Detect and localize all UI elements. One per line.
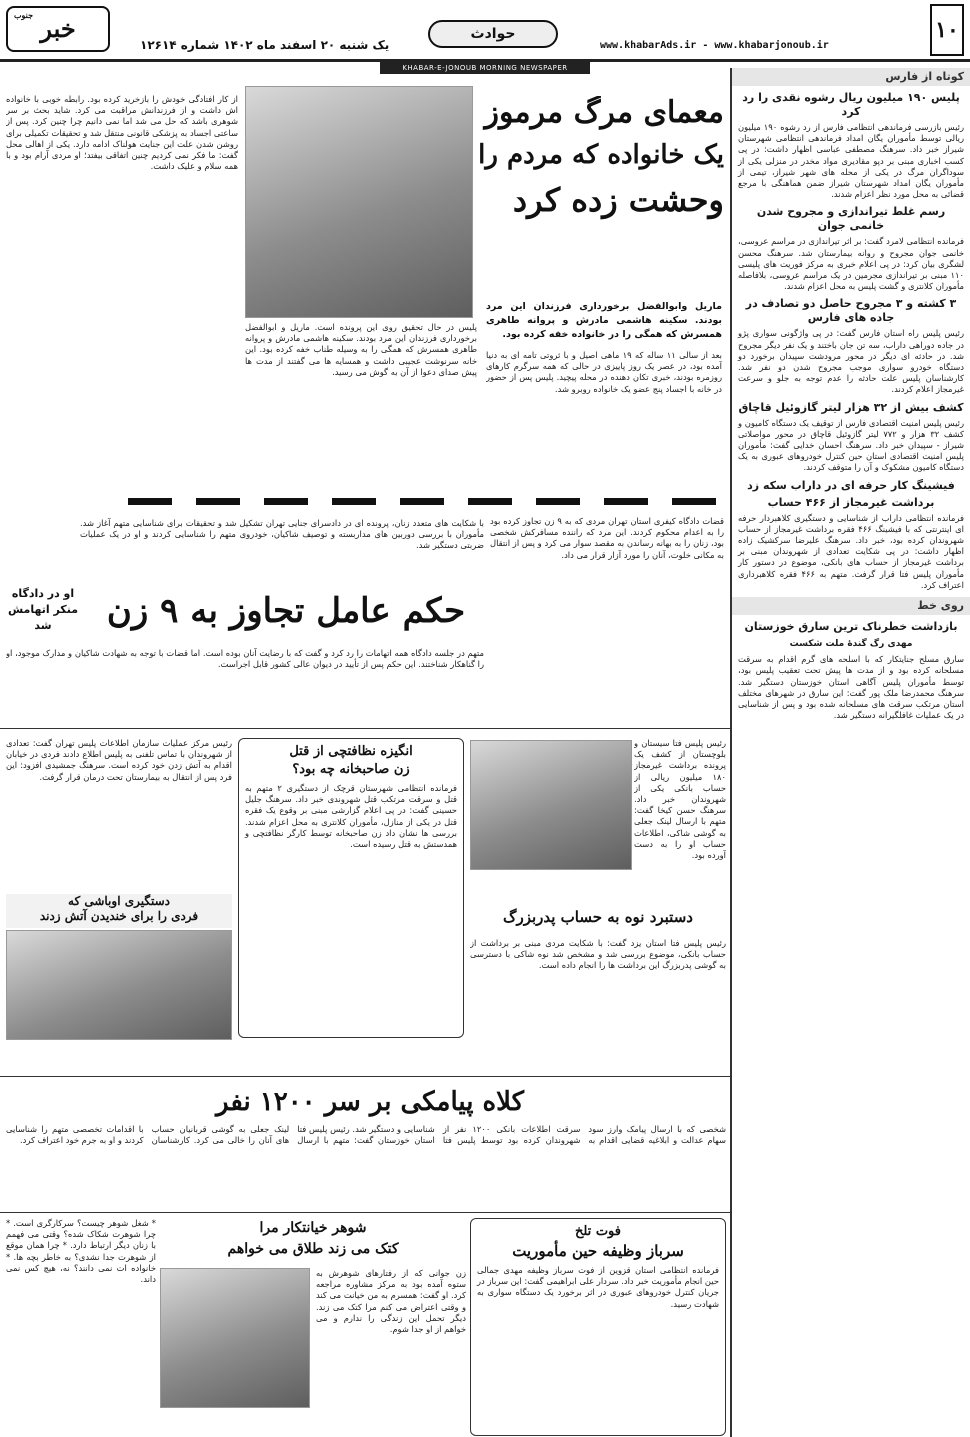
divider [0, 1212, 730, 1213]
story-lead: ماریل وابوالفضل برخورداری فرزندان این مرد بودند. سکینه هاشمی مادرش و پروانه طاهری همسرش که همگی را در خانواده خفه کرده بود. [486, 301, 722, 340]
box-title: فوت تلخ [574, 1224, 621, 1239]
story-headline: کلاه پیامکی بر سر ۱۲۰۰ نفر [215, 1087, 525, 1117]
box-title: زن صاحبخانه چه بود؟ [292, 762, 410, 777]
story-body: قضات دادگاه کیفری استان تهران مردی که به ۹ زن تجاوز کرده بود را به اعدام محکوم کردند. این مرد که راننده مسافرکش شخصی بود، زنان را به بهانه رساندن به مقصد سوار می کرد و پس از انتقال به مکانی خلوت، آنان را مورد آزار قرار می داد. [490, 516, 724, 560]
story-body: رئیس پلیس فتا سیستان و بلوچستان از کشف یک پرونده برداشت غیرمجاز ۱۸۰ میلیون ریالی از حساب بانکی یکی از شهروندان خبر داد. سرهنگ حسن کیخا گفت: متهم با ارسال لینک جعلی به گوشی شاکی، اطلاعات حساب او را به دست آورده بود. [634, 738, 726, 861]
box-body: فرمانده انتظامی استان قزوین از فوت سرباز وظیفه مهدی جمالی حین انجام مأموریت خبر داد. سردار علی ابراهیمی گفت: این سرباز در جریان کنترل خودروهای عبوری در اثر برخورد یک دستگاه سواری به شهادت رسید. [477, 1265, 719, 1309]
story-headline [160, 1218, 466, 1264]
brief-body: فرمانده انتظامی داراب از شناسایی و دستگیری کلاهبردار حرفه ای اینترنتی که با فیشینگ ۴۶۶ فقره برداشت غیرمجاز از حساب شهروندان کرده بود، خبر داد. سرهنگ علیرضا سرکشیک زاده اظهار داشت: در پی شکایت تعدادی از شهروندان مبنی بر برداشت غیرمجاز از حساب های بانکی، موضوع در دستور کار مأموران پلیس فتا قرار گرفت. متهم به ۴۶۶ فقره کلاهبرداری اعتراف کرد. [738, 512, 964, 590]
story-body: بعد از سالی ۱۱ ساله که ۱۹ ماهی اصیل و با ثروتی تامه ای به دنیا آمده بود، در عصر یک روز پاییزی در حالی که همه سرگرم کارهای روزمره بودند، خبری تکان دهنده در محله پیچید. پلیس پس از حضور در خانه با اجساد پنج عضو یک خانواده روبرو شد. [486, 350, 722, 394]
logo-text: خبر [40, 14, 76, 43]
story-body: شخصی که با ارسال پیامک وارز سود سهام عدالت و ابلاغیه قضایی اقدام به سرقت اطلاعات بانکی ۱۲۰۰ نفر از شهروندان کرده بود توسط پلیس فتا شناسایی و دستگیر شد. رئیس پلیس فتا استان خوزستان گفت: متهم با ارسال لینک جعلی به گوشی قربانیان حساب های آنان را خالی می کرد. کارشناسان با اقدامات تخصصی متهم را شناسایی کردند و او به جرم خود اعتراف کرد. [6, 1124, 726, 1146]
logo-sub: جنوب [14, 10, 34, 20]
box-title: انگیزه نظافتچی از قتل [289, 744, 413, 759]
brief-body: رئیس پلیس راه استان فارس گفت: در پی واژگونی سواری پژو در جاده دوراهی داراب، سه تن جان باختند و یک نفر دیگر مجروح شد. در حادثه ای دیگر در محور مرودشت سپیدان برخورد دو دستگاه خودرو سواری موجب مجروح شدن دو نفر شد. کارشناسان پلیس علت حادثه را عدم توجه به جلو و سرعت غیرمجاز اعلام کردند. [738, 328, 964, 395]
column-bar: کوتاه از فارس [732, 68, 970, 86]
headline-line: معمای مرگ مرموز [484, 96, 724, 130]
story-photo [245, 86, 473, 318]
right-news-column [730, 68, 970, 1437]
section-divider [0, 496, 730, 508]
story-qa: * شغل شوهر چیست؟ سرکارگری است. * چرا شوهرت شکاک شده؟ وقتی می فهمم با زنان دیگر ارتباط دارد. * چرا همان موقع از شوهرت جدا نشدی؟ به خاطر بچه ها. * خانواده ات نمی دانند؟ نه، هیچ کس نمی داند. [6, 1218, 156, 1285]
headline-part: فردی را برای خندیدن آتش زدند [39, 909, 199, 923]
brief-body: رئیس پلیس امنیت اقتصادی فارس از توقیف یک دستگاه کامیون و کشف ۳۲ هزار و ۷۷۲ لیتر گازوئیل قاچاق در محور مواصلاتی شیراز - سپیدان خبر داد. سرهنگ احسان خدایی گفت: مأموران پلیس امنیت اقتصادی استان حین کنترل خودروهای عبوری به یک دستگاه کامیون مشکوک و آن را متوقف کردند. [738, 417, 964, 473]
story-body: از کار افتادگی خودش را بازخرید کرده بود. رابطه خوبی با خانواده اش داشت و از فرزندانش مراقبت می کرد. شاید بحث بر سر شوهری باشد که حل می شد اما نمی دانیم چرا چنین کرد. پس از ساعتی اجساد به پزشکی قانونی منتقل شد و تحقیقات تکمیلی برای روشن شدن علت این جنایت هولناک ادامه دارد. یکی از اهالی محل گفت: ما فکر نمی کردیم چنین اتفاقی بیفتد؛ او مردی آرام بود و با همه سلام و علیک داشت. [6, 94, 238, 172]
brief-title: ۳ کشته و ۳ مجروح حاصل دو تصادف در جاده های فارس [745, 297, 957, 325]
photo-headline [6, 894, 232, 928]
brief-body: فرمانده انتظامی لامرد گفت: بر اثر تیراندازی در مراسم عروسی، خانمی جوان مجروح و روانه بیمارستان شد. سرهنگ محسن لشگری بیان کرد: در پی اعلام خبری به مرکز فوریت های پلیسی ۱۱۰ مبنی بر تیراندازی مجرمین در یک مراسم عروسی، بلافاصله مأموران کلانتری و گشت پلیس به محل اعزام شدند. [738, 236, 964, 292]
story-body: رئیس مرکز عملیات سازمان اطلاعات پلیس تهران گفت: تعدادی از شهروندان با تماس تلفنی به پلیس اطلاع دادند فردی در خیابان اقدام به آتش زدن خود کرده است. سرهنگ جمشیدی افزود: این فرد پس از انتقال به بیمارستان تحت درمان قرار گرفت. [6, 738, 232, 782]
page-number: ۱۰ [930, 4, 964, 56]
story-body: زن جوانی که از رفتارهای شوهرش به ستوه آمده بود به مرکز مشاوره مراجعه کرد. او گفت: همسرم به من خیانت می کند و وقتی اعتراض می کنم مرا کتک می زند. دیگر تحمل این زندگی را ندارم و می خواهم از او جدا شوم. [316, 1268, 466, 1335]
top-headline [478, 96, 724, 296]
column-bar: روی خط [732, 597, 970, 615]
brief-subtitle: مهدی رگ گندهٔ ملت شکست [789, 639, 913, 650]
brief-title: رسم غلط تیراندازی و مجروح شدن خانمی جوان [756, 205, 946, 233]
headline-part: به حساب پدربزرگ [503, 908, 620, 926]
headline-part: کتک می زند طلاق می خواهم [227, 1241, 399, 1257]
website-urls[interactable]: www.khabarAds.ir - www.khabarjonoub.ir [600, 40, 829, 51]
story-body: رئیس پلیس فتا استان یزد گفت: با شکایت مردی مبنی بر برداشت از حساب بانکی، موضوع بررسی شد و مشخص شد نوه شاکی با دسترسی به گوشی پدربزرگ این برداشت ها را انجام داده است. [470, 938, 726, 971]
brief-body: سارق مسلح جنایتکار که با اسلحه های گرم اقدام به سرقت مسلحانه کرده بود و از مدت ها پیش تحت تعقیب پلیس بود، توسط مأموران پلیس آگاهی استان خوزستان دستگیر شد. سرهنگ محمدرضا ملک پور گفت: این سارق در شهرهای مختلف استان مرتکب سرقت های مسلحانه شده بود و پس از شناسایی در یک عملیات غافلگیرانه دستگیر شد. [738, 654, 964, 721]
brief-subtitle: برداشت غیرمجاز از ۴۶۶ حساب [767, 495, 935, 509]
news-box [470, 1218, 726, 1436]
story-kicker: او در دادگاه منکر اتهامش شد [7, 587, 79, 632]
story-body: با شکایت های متعدد زنان، پرونده ای در دادسرای جنایی تهران تشکیل شد و تحقیقات برای شناسایی متهم آغاز شد. مأموران با بررسی دوربین های مداربسته و توصیف شاکیان، خودروی متهم را شناسایی کردند و او در یک عملیات ضربتی دستگیر شد. [80, 518, 484, 551]
box-body: فرمانده انتظامی شهرستان قرچک از دستگیری ۲ متهم به قتل و سرقت مرتکب قتل شهروندی خبر داد. سرهنگ جلیل حسینی گفت: در پی اعلام گزارشی مبنی بر وقوع یک فقره قتل در یکی از منازل، مأموران کلانتری به محل اعزام شدند. بررسی ها نشان داد زن صاحبخانه توسط کارگر نظافتچی و همدستش به قتل رسیده است. [245, 783, 457, 850]
newspaper-logo [6, 6, 110, 52]
story-photo [470, 740, 632, 870]
news-box [238, 738, 464, 1038]
headline-line: یک خانواده که مردم را [478, 139, 724, 170]
headline-part: دستبرد نوه [624, 908, 693, 926]
brief-title: فیشینگ کار حرفه ای در داراب سکه زد [747, 478, 955, 492]
story-body: پلیس در حال تحقیق روی این پرونده است. ماریل و ابوالفضل برخورداری فرزندان این مرد بودند. سکینه هاشمی مادرش و پروانه طاهری همسرش که همگی را به وسیله طناب خفه کرده بود. این خانه سرنوشت عجیبی داشت و همسایه ها می گفتند از مدت ها پیش صدای دعوا از آن به گوش می رسید. [245, 322, 477, 377]
story-body: متهم در جلسه دادگاه همه اتهامات را رد کرد و گفت که با رضایت آنان بوده است. اما قضات با توجه به شهادت شاکیان و مدارک موجود، او را گناهکار شناختند. این حکم پس از تأیید در دیوان عالی کشور قابل اجراست. [6, 648, 484, 670]
headline-line: وحشت زده کرد [512, 181, 724, 220]
headline-part: شوهر خیانتکار مرا [259, 1220, 367, 1236]
divider [0, 728, 730, 729]
section-title: حوادث [428, 20, 558, 48]
story-headline: حکم عامل تجاوز به ۹ زن [106, 591, 466, 631]
headline-part: دستگیری اوباشی که [68, 894, 170, 908]
divider [0, 1076, 730, 1077]
story-photo [160, 1268, 310, 1408]
brief-title: پلیس ۱۹۰ میلیون ریال رشوه نقدی را رد کرد [742, 91, 960, 118]
brief-body: رئیس بازرسی فرماندهی انتظامی فارس از رد رشوه ۱۹۰ میلیون ریالی توسط مأموران یگان امداد فرماندهی انتظامی شهرستان شیراز خبر داد. سرهنگ مصطفی عباسی اظهار داشت: در پی کسب اخباری مبنی بر دپو مقادیری مواد مخدر در منزلی یکی از سوداگران مرگ در یکی از محله های شهر شیراز، تیمی از مأموران یگان امداد شهرستان شیراز ضمن هماهنگی با مرجع قضائی به محل مورد نظر اعزام شدند. [738, 122, 965, 200]
brief-title: کشف بیش از ۳۲ هزار لیتر گازوئیل قاچاق [738, 400, 964, 414]
box-title: سرباز وظیفه حین مأموریت [512, 1242, 684, 1260]
paper-name-strip: KHABAR-E-JONOUB MORNING NEWSPAPER [380, 62, 590, 74]
issue-date: یک شنبه ۲۰ اسفند ماه ۱۴۰۲ شماره ۱۲۶۱۴ [140, 38, 390, 52]
story-headline [470, 908, 726, 934]
brief-title: بازداشت خطرناک ترین سارق خوزستان [744, 620, 958, 634]
story-photo [6, 930, 232, 1040]
page-header [0, 0, 970, 62]
